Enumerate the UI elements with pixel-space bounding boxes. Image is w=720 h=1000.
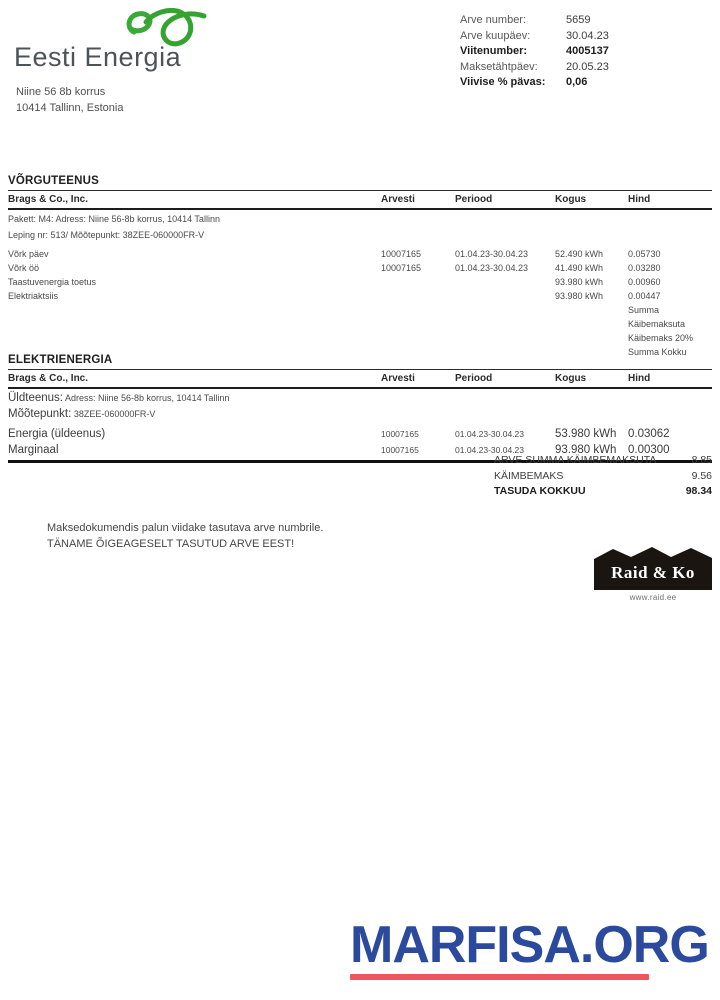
summary-value: 8.85 <box>691 454 712 466</box>
row-label: Võrk päev <box>8 249 49 259</box>
col-hind: Hind <box>628 373 651 384</box>
stamp-text: Raid & Ko <box>611 563 695 582</box>
payment-note <box>47 521 323 552</box>
uldteenus-value: Adress: Niine 56-8b korrus, 10414 Tallinn <box>65 393 230 403</box>
row-kogus: 93.980 kWh <box>555 444 617 456</box>
row-hind: 0.00447 <box>628 291 661 301</box>
elektrienergia-info-1 <box>8 391 712 405</box>
address-line-2: 10414 Tallinn, Estonia <box>16 102 124 114</box>
row-arvesti: 10007165 <box>381 263 422 273</box>
summary-value: 98.34 <box>685 485 712 497</box>
hind-footer-kaibemaks: Käibemaks 20% <box>628 333 694 343</box>
company-name: Eesti Energia <box>14 42 182 72</box>
col-kogus: Kogus <box>555 373 587 384</box>
stamp-url: www.raid.ee <box>629 593 677 602</box>
hind-footer-row <box>8 317 712 331</box>
col-hind: Hind <box>628 194 651 205</box>
row-periood: 01.04.23-30.04.23 <box>455 263 529 273</box>
row-kogus: 52.490 kWh <box>555 249 604 259</box>
row-label: Taastuvenergia toetus <box>8 277 97 287</box>
row-periood: 01.04.23-30.04.23 <box>455 249 529 259</box>
elektrienergia-info-2 <box>8 407 712 421</box>
table-row <box>8 247 712 261</box>
section-elektrienergia <box>8 354 712 463</box>
row-arvesti: 10007165 <box>381 249 422 259</box>
hind-footer-row <box>8 331 712 345</box>
row-arvesti: 10007165 <box>381 445 419 455</box>
table-row <box>8 275 712 289</box>
summary-row-total <box>494 484 712 500</box>
table-row <box>8 261 712 275</box>
vorguteenus-vendor: Brags & Co., Inc. <box>8 194 89 205</box>
row-hind: 0.00960 <box>628 277 661 287</box>
invoice-meta <box>460 13 609 91</box>
row-kogus: 41.490 kWh <box>555 263 604 273</box>
hind-footer-row <box>8 303 712 317</box>
meta-value-arve-number: 5659 <box>566 14 591 26</box>
summary-value: 9.56 <box>691 469 712 482</box>
col-periood: Periood <box>455 194 493 205</box>
invoice-summary <box>494 453 712 500</box>
table-row <box>8 289 712 303</box>
row-label: Elektriaktsiis <box>8 291 59 301</box>
marfisa-brand <box>350 916 710 980</box>
row-label: Marginaal <box>8 444 59 456</box>
elektrienergia-header-row <box>8 370 712 389</box>
note-line-1: Maksedokumendis palun viidake tasutava arve numbrile. <box>47 522 324 534</box>
summary-label: KÄIMBEMAKS <box>494 469 564 482</box>
raid-ko-stamp <box>594 545 712 602</box>
hind-footer-summa: Summa <box>628 305 660 315</box>
meta-value-maksetahtpaev: 20.05.23 <box>566 60 609 73</box>
note-line-2: TÄNAME ÕIGEAGESELT TASUTUD ARVE EEST! <box>47 537 295 550</box>
hind-footer-kaibemaksuta: Käibemaksuta <box>628 319 686 329</box>
summary-row-vat <box>494 469 712 485</box>
vorguteenus-title: VÕRGUTEENUS <box>8 175 100 187</box>
meta-label-maksetahtpaev: Maksetähtpäev: <box>460 60 538 73</box>
vorguteenus-info-1: Pakett: M4: Adress: Niine 56-8b korrus, 10414 Tallinn <box>8 214 220 224</box>
mootepunkt-label: Mõõtepunkt: <box>8 408 72 420</box>
row-periood: 01.04.23-30.04.23 <box>455 445 525 455</box>
meta-value-viivise: 0,06 <box>566 76 588 89</box>
brand-underline <box>350 974 649 980</box>
elektrienergia-title: ELEKTRIENERGIA <box>8 354 113 366</box>
row-label: Energia (üldeenus) <box>8 428 106 440</box>
meta-value-viitenumber: 4005137 <box>566 45 609 58</box>
meta-label-arve-kuupaev: Arve kuupäev: <box>460 29 531 42</box>
raid-ko-logo <box>594 545 712 590</box>
meta-label-viivise: Viivise % pävas: <box>460 76 546 89</box>
row-hind: 0.00300 <box>628 444 670 456</box>
table-row <box>8 426 712 442</box>
row-kogus: 53.980 kWh <box>555 428 617 440</box>
vorguteenus-rows <box>8 247 712 359</box>
vorguteenus-info-2: Leping nr: 513/ Mõõtepunkt: 38ZEE-060000FR-V <box>8 230 205 240</box>
meta-label-arve-number: Arve number: <box>460 14 527 26</box>
meta-label-viitenumber: Viitenumber: <box>460 45 528 58</box>
row-arvesti: 10007165 <box>381 429 419 439</box>
col-kogus: Kogus <box>555 194 587 205</box>
section-vorguteenus <box>8 175 712 359</box>
col-periood: Periood <box>455 373 493 384</box>
elektrienergia-vendor: Brags & Co., Inc. <box>8 373 89 384</box>
col-arvesti: Arvesti <box>381 373 415 384</box>
brand-text: MARFISA.ORG <box>350 916 709 974</box>
row-kogus: 93.980 kWh <box>555 277 604 287</box>
company-address <box>16 84 123 116</box>
col-arvesti: Arvesti <box>381 194 415 205</box>
summary-label: ARVE SUMMA KÄIMBEMAKSUTA <box>494 454 657 466</box>
row-hind: 0.05730 <box>628 249 661 259</box>
hind-footer-summa-kokku: Summa Kokku <box>628 347 687 357</box>
summary-row-subtotal <box>494 453 712 469</box>
uldteenus-label: Üldteenus: <box>8 392 63 404</box>
row-kogus: 93.980 kWh <box>555 291 604 301</box>
row-label: Võrk öö <box>8 263 40 273</box>
row-hind: 0.03062 <box>628 428 670 440</box>
address-line-1: Niine 56 8b korrus <box>16 86 106 98</box>
row-hind: 0.03280 <box>628 263 661 273</box>
mootepunkt-value: 38ZEE-060000FR-V <box>73 409 156 419</box>
row-periood: 01.04.23-30.04.23 <box>455 429 525 439</box>
meta-value-arve-kuupaev: 30.04.23 <box>566 29 609 42</box>
vorguteenus-header-row <box>8 191 712 210</box>
summary-label: TASUDA KOKKUU <box>494 485 586 497</box>
